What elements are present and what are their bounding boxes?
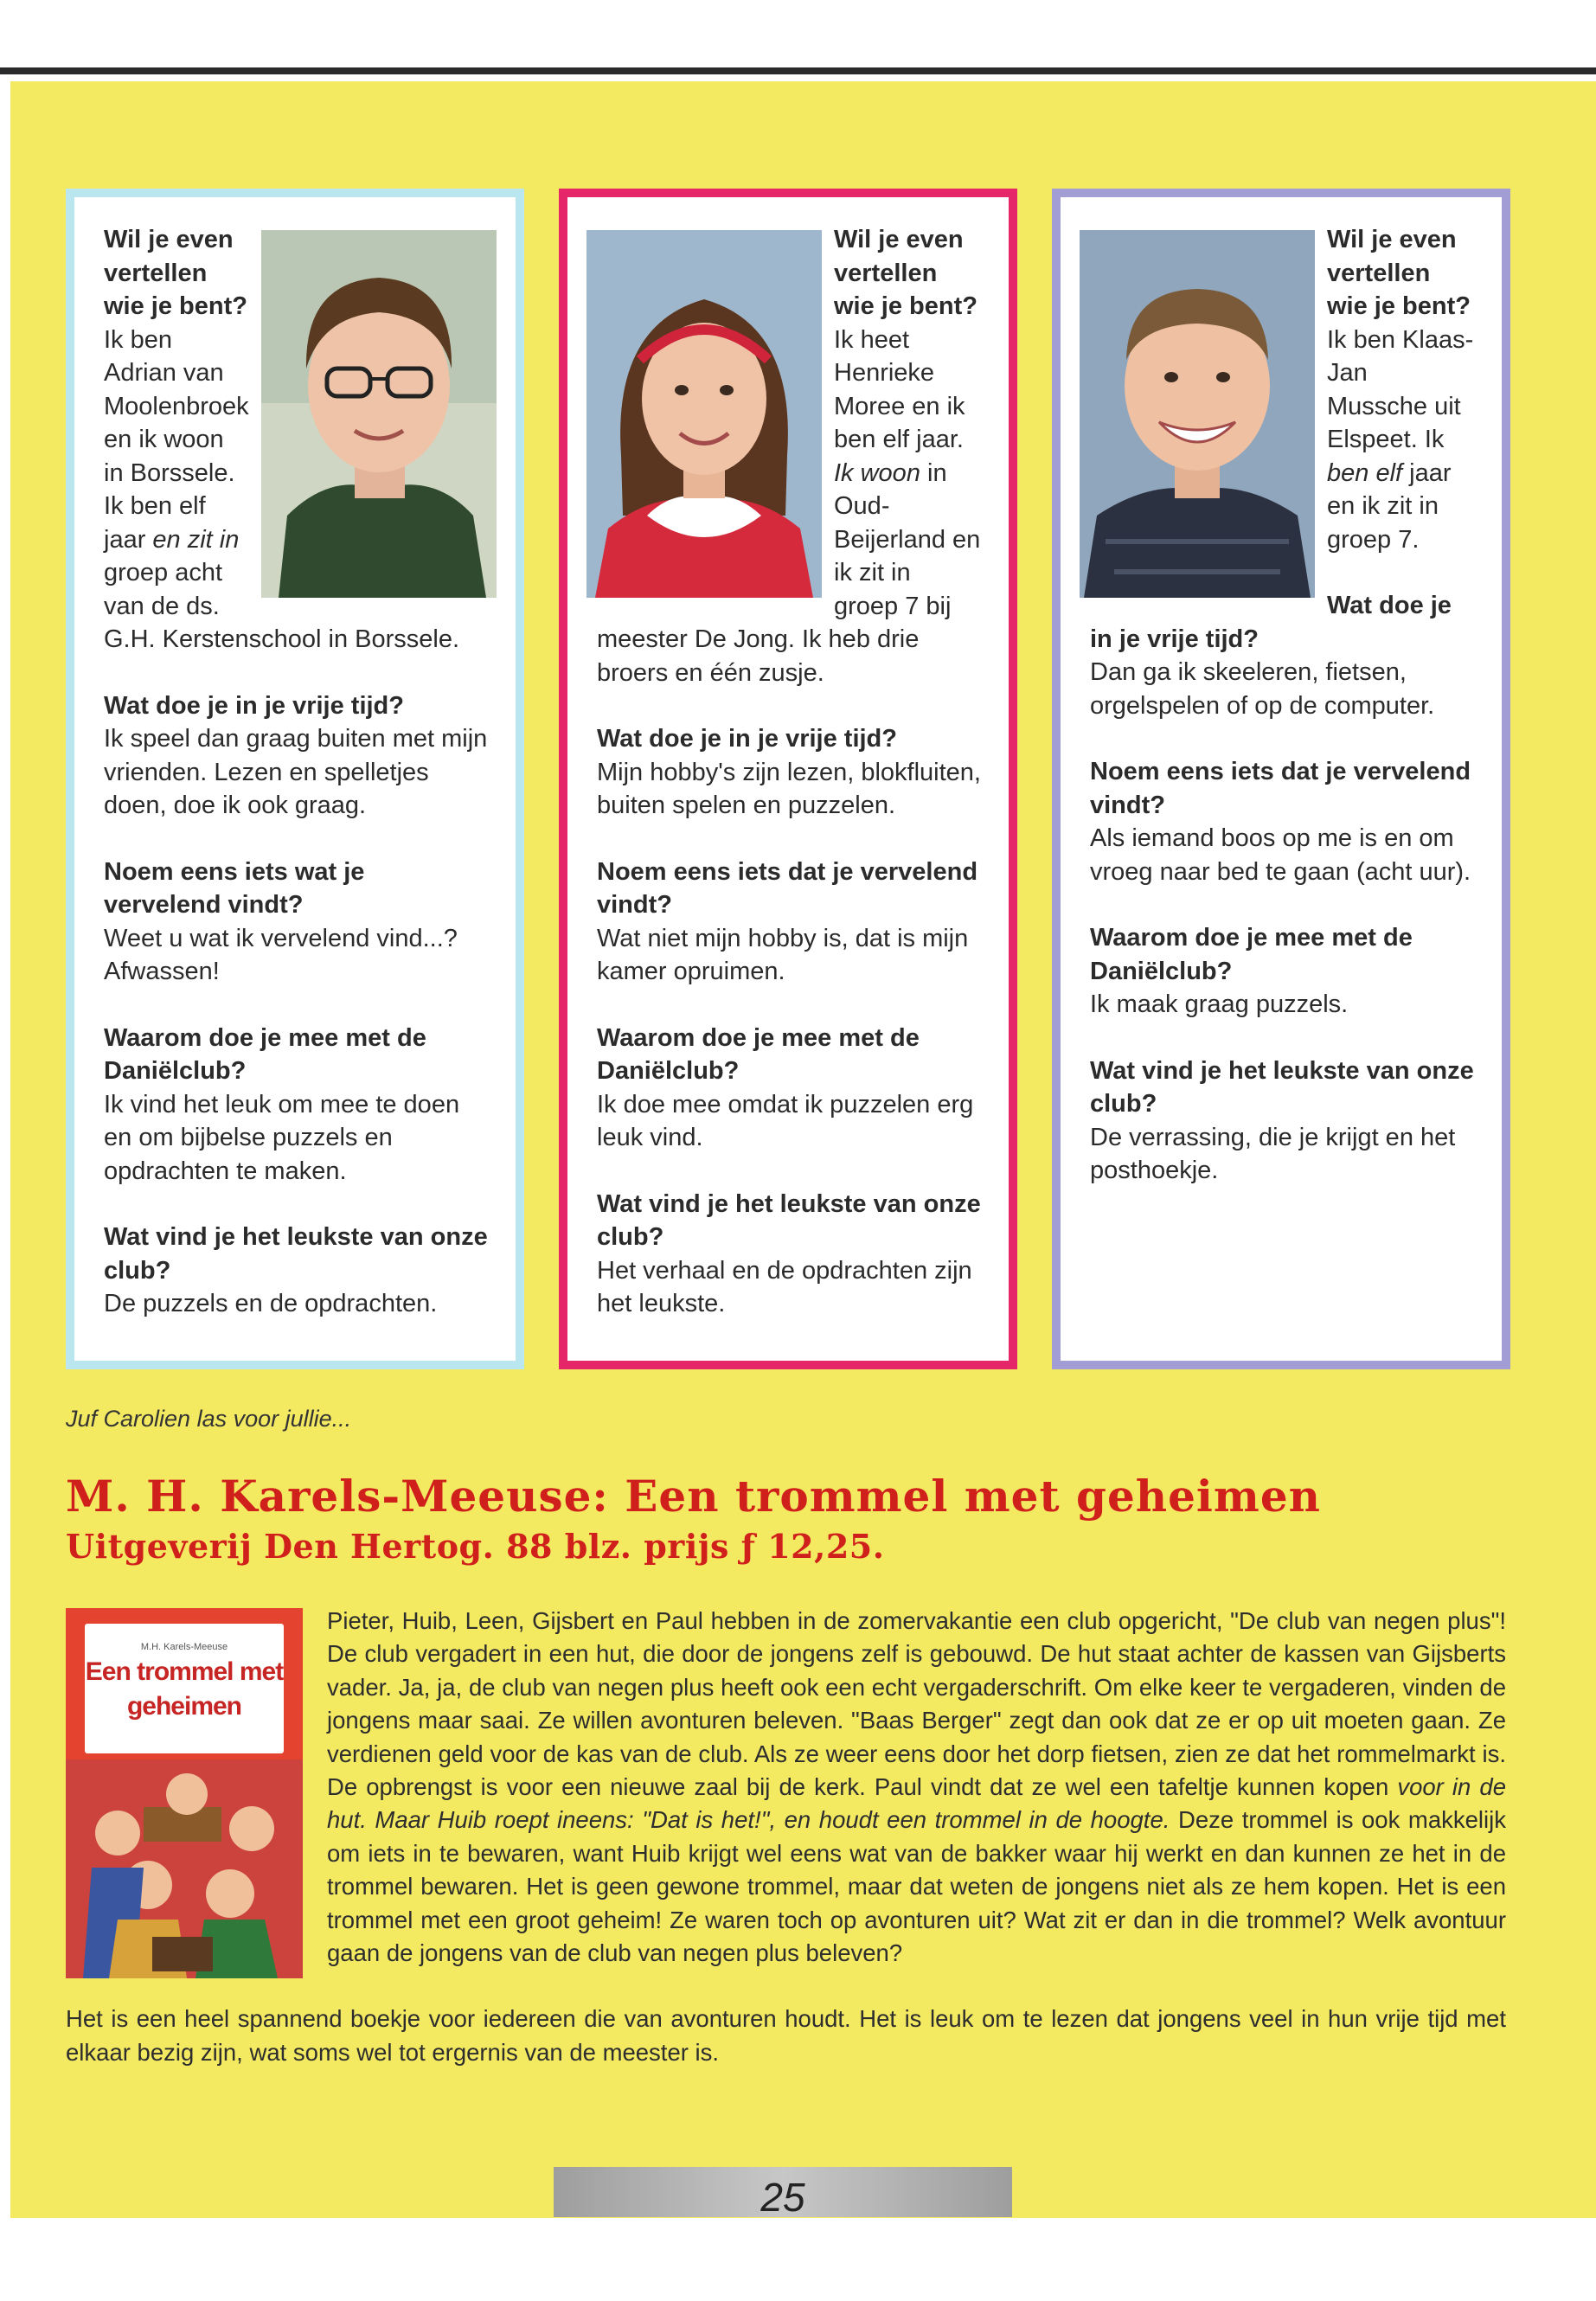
answer: Ik maak graag puzzels. [1090,990,1349,1018]
interview-card-klaas-jan [1052,189,1510,1369]
question: Wat vind je het leukste van onze club? [597,1189,981,1251]
intro-answer-italic: ben elf [1327,458,1403,487]
photo-klaas-jan [1080,230,1315,598]
answer: Ik doe mee omdat ik puzzelen erg leuk vind. [597,1090,974,1151]
question: Wat doe je in je vrije tijd? [1090,592,1452,653]
cover-author: M.H. Karels-Meeuse [140,1642,228,1652]
answer: De verrassing, die je krijgt en het posthoekje. [1090,1123,1456,1184]
review-paragraph-1-cont: Deze trommel is ook makkelijk om iets in te bewaren, want Huib krijgt wel eens wat van de bakker waar hij werkt en dan kunnen ze het in de trommel bewaren. Het is geen gewone trommel, maar dat weten de jongens niet als ze hem kopen. Het is een trommel met een groot geheim! Ze waren toch op avonturen uit? Wat zit er dan in die trommel? Welk avontuur gaan de jongens van de club van negen plus beleven? [327,1806,1506,1967]
book-review [66,1605,1506,2102]
interview-card-adrian [66,189,524,1369]
interview-card-henrieke [559,189,1017,1369]
intro-answer: Ik heet Henrieke Moree en ik ben elf jaar. [834,325,965,453]
portrait-boy-smiling [1080,230,1315,598]
question: Wat doe je in je vrije tijd? [597,725,897,753]
page-number-bar [554,2167,1012,2220]
photo-henrieke [586,230,822,598]
review-paragraph-2: Het is een heel spannend boekje voor iedereen die van avonturen houdt. Het is leuk om te lezen dat jongens veel in hun vrije tijd met elkaar bezig zijn, wat soms wel tot ergernis van de meester is. [66,2005,1506,2066]
book-cover [66,1608,303,1978]
question: Wat vind je het leukste van onze club? [1090,1056,1474,1118]
answer: Wat niet mijn hobby is, dat is mijn kamer opruimen. [597,924,969,985]
intro-answer-italic: en zit in [152,525,240,554]
intro-question: Wil je even vertellen wie je bent? [834,226,977,320]
answer: Mijn hobby's zijn lezen, blokfluiten, buiten spelen en puzzelen. [597,758,981,819]
photo-adrian [261,230,497,598]
cover-illustration [66,1608,303,1978]
intro-question: Wil je even vertellen wie je bent? [1327,226,1471,320]
intro-answer: Ik ben Adrian van Moolenbroek en ik woon in Borssele. Ik ben elf jaar [104,325,249,554]
answer: Dan ga ik skeeleren, fietsen, orgelspelen of op de computer. [1090,658,1435,720]
question: Noem eens iets wat je vervelend vindt? [104,857,365,919]
review-paragraph-1-italic: voor in de hut. Maar Huib roept ineens: "Dat is het!", en houdt een trommel in de hoogte. [327,1773,1506,1834]
cover-title: Een trommel met geheimen [85,1657,284,1721]
question: Waarom doe je mee met de Daniëlclub? [104,1023,426,1085]
answer: De puzzels en de opdrachten. [104,1290,438,1317]
answer: Ik vind het leuk om mee te doen en om bijbelse puzzels en opdrachten te maken. [104,1090,460,1185]
intro-answer-cont: groep acht van de ds. G.H. Kerstenschool in Borssele. [104,559,460,653]
question: Waarom doe je mee met de Daniëlclub? [1090,924,1413,985]
intro-answer-cont: in Oud-Beijerland en ik zit in groep 7 bij meester De Jong. Ik heb drie broers en één zusje. [597,458,981,687]
intro-answer-italic: Ik woon [834,458,920,487]
book-title: M. H. Karels-Meeuse: Een trommel met geheimen [66,1471,1321,1522]
page-number: 25 [760,2175,805,2220]
answer: Als iemand boos op me is en om vroeg naar bed te gaan (acht uur). [1090,824,1471,886]
answer: Weet u wat ik vervelend vind...? Afwassen! [104,924,458,985]
answer: Het verhaal en de opdrachten zijn het leukste. [597,1256,972,1317]
question: Wat vind je het leukste van onze club? [104,1223,488,1285]
portrait-girl-headband [586,230,822,598]
top-rule [0,67,1596,74]
question: Waarom doe je mee met de Daniëlclub? [597,1023,920,1085]
intro-question: Wil je even vertellen wie je bent? [104,226,247,320]
review-paragraph-1: Pieter, Huib, Leen, Gijsbert en Paul hebben in de zomervakantie een club opgericht, "De club van negen plus"! De club vergadert in een hut, die door de jongens zelf is gebouwd. De hut staat achter de kassen van Gijsberts vader. Ja, ja, de club van negen plus heeft ook een echt vergaderschrift. Om elke keer te vergaderen, vinden de jongens maar saai. Ze willen avonturen beleven. "Baas Berger" zegt dan ook dat ze er op uit moeten gaan. Ze verdienen geld voor de kas van de club. Als ze weer eens door het dorp fietsen, zien ze dat het rommelmarkt is. De opbrengst is voor een nieuwe zaal bij de kerk. Paul vindt dat ze wel een tafeltje kunnen kopen [327,1607,1506,1801]
book-publisher-line: Uitgeverij Den Hertog. 88 blz. prijs ƒ 12,25. [66,1527,885,1566]
portrait-boy-glasses [261,230,497,598]
question: Wat doe je in je vrije tijd? [104,691,404,720]
answer: Ik speel dan graag buiten met mijn vrienden. Lezen en spelletjes doen, doe ik ook graag. [104,725,488,819]
question: Noem eens iets dat je vervelend vindt? [597,857,978,919]
intro-answer-cont: jaar en ik zit in groep 7. [1327,458,1452,554]
question: Noem eens iets dat je vervelend vindt? [1090,758,1471,819]
intro-answer: Ik ben Klaas-Jan Mussche uit Elspeet. Ik [1327,325,1474,453]
review-caption: Juf Carolien las voor jullie... [66,1406,352,1432]
